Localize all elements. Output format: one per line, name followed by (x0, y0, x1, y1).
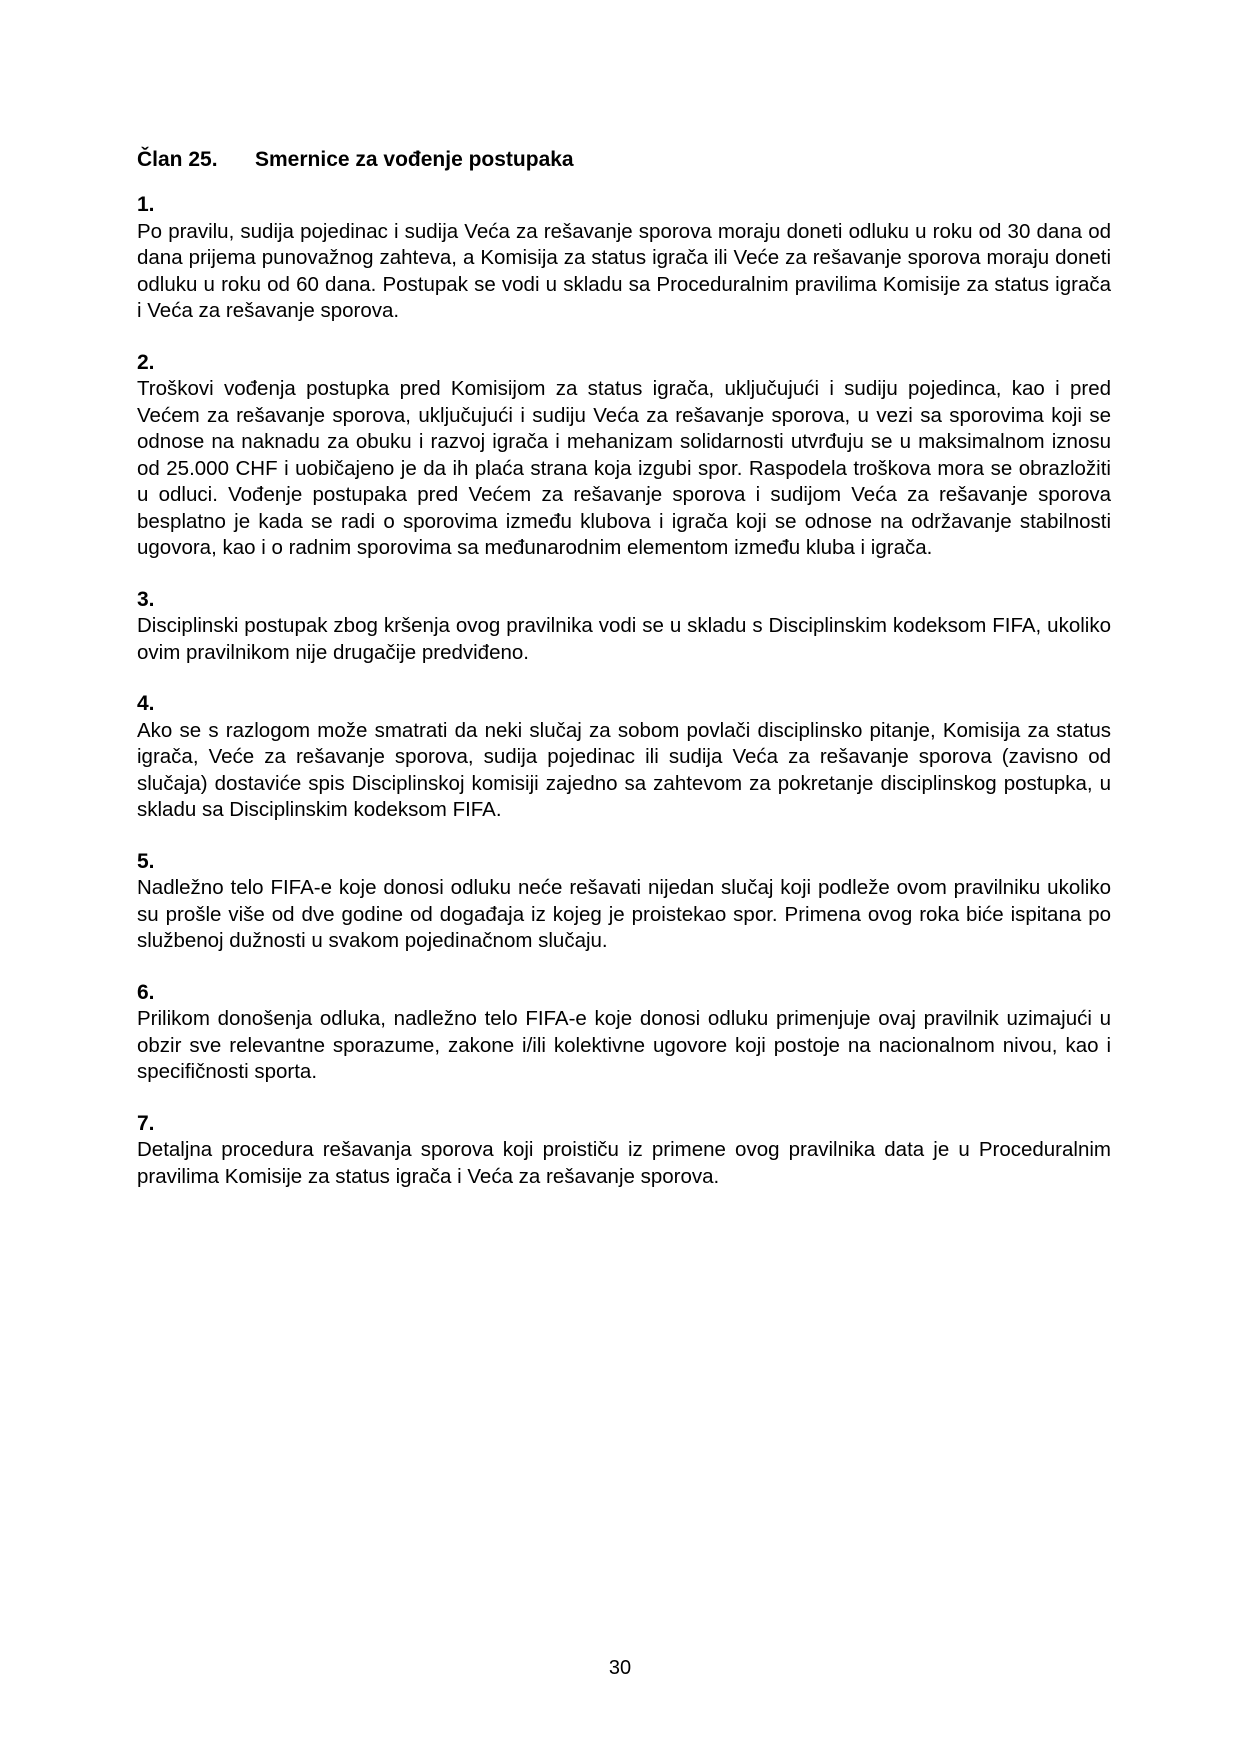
paragraph-6 (137, 980, 1111, 1086)
paragraph-text: Detaljna procedura rešavanja sporova koji proističu iz primene ovog pravilnika data je u Proceduralnim pravilima Komisije za status igrača i Veća za rešavanje sporova. (137, 1138, 1111, 1188)
paragraph-number: 6. (137, 980, 155, 1004)
paragraph-text: Po pravilu, sudija pojedinac i sudija Veća za rešavanje sporova moraju doneti odluku u roku od 30 dana od dana prijema punovažnog zahteva, a Komisija za status igrača ili Veće za rešavanje sporova moraju doneti odluku u roku od 60 dana. Postupak se vodi u skladu sa Proceduralnim pravilima Komisije za status igrača i Veća za rešavanje sporova. (137, 219, 1111, 322)
paragraph-7 (137, 1111, 1111, 1191)
article-number: Član 25. (137, 148, 218, 171)
paragraph-4 (137, 691, 1111, 824)
paragraph-number: 7. (137, 1111, 155, 1135)
paragraph-text: Troškovi vođenja postupka pred Komisijom za status igrača, uključujući i sudiju pojedinca, kao i pred Većem za rešavanje sporova, uključujući i sudiju Veća za rešavanje sporova, u vezi sa sporovima koji se odnose na naknadu za obuku i razvoj igrača i mehanizam solidarnosti utvrđuju se u maksimalnom iznosu od 25.000 CHF i uobičajeno je da ih plaća strana koja izgubi spor. Raspodela troškova mora se obrazložiti u odluci. Vođenje postupaka pred Većem za rešavanje sporova i sudijom Veća za rešavanje sporova besplatno je kada se radi o sporovima između klubova i igrača koji se odnose na održavanje stabilnosti ugovora, kao i o radnim sporovima sa međunarodnim elementom između kluba i igrača. (137, 377, 1111, 559)
paragraph-text: Prilikom donošenja odluka, nadležno telo FIFA-e koje donosi odluku primenjuje ovaj pravilnik uzimajući u obzir sve relevantne sporazume, zakone i/ili kolektivne ugovore koji postoje na nacionalnom nivou, kao i specifičnosti sporta. (137, 1007, 1111, 1083)
page-number: 30 (608, 1657, 632, 1679)
article-title: Smernice za vođenje postupaka (255, 148, 574, 171)
paragraph-text: Nadležno telo FIFA-e koje donosi odluku neće rešavati nijedan slučaj koji podleže ovom pravilniku ukoliko su prošle više od dve godine od događaja iz kojeg je proistekao spor. Primena ovog roka biće ispitana po službenoj dužnosti u svakom pojedinačnom slučaju. (137, 876, 1111, 952)
paragraph-text: Disciplinski postupak zbog kršenja ovog pravilnika vodi se u skladu s Disciplinskim kodeksom FIFA, ukoliko ovim pravilnikom nije drugačije predviđeno. (137, 614, 1111, 664)
paragraph-3 (137, 587, 1111, 667)
paragraph-number: 2. (137, 350, 155, 374)
paragraph-1 (137, 192, 1111, 325)
paragraph-number: 1. (137, 193, 155, 216)
article-heading (137, 146, 1111, 174)
paragraph-number: 3. (137, 587, 155, 611)
paragraph-number: 5. (137, 849, 155, 873)
paragraph-2 (137, 350, 1111, 562)
document-page (137, 146, 1111, 1215)
paragraph-5 (137, 849, 1111, 955)
paragraph-number: 4. (137, 692, 155, 715)
paragraph-text: Ako se s razlogom može smatrati da neki slučaj za sobom povlači disciplinsko pitanje, Komisija za status igrača, Veće za rešavanje sporova, sudija pojedinac ili sudija Veća za rešavanje sporova (zavisno od slučaja) dostaviće spis Disciplinskoj komisiji zajedno sa zahtevom za pokretanje disciplinskog postupka, u skladu sa Disciplinskim kodeksom FIFA. (137, 718, 1111, 821)
